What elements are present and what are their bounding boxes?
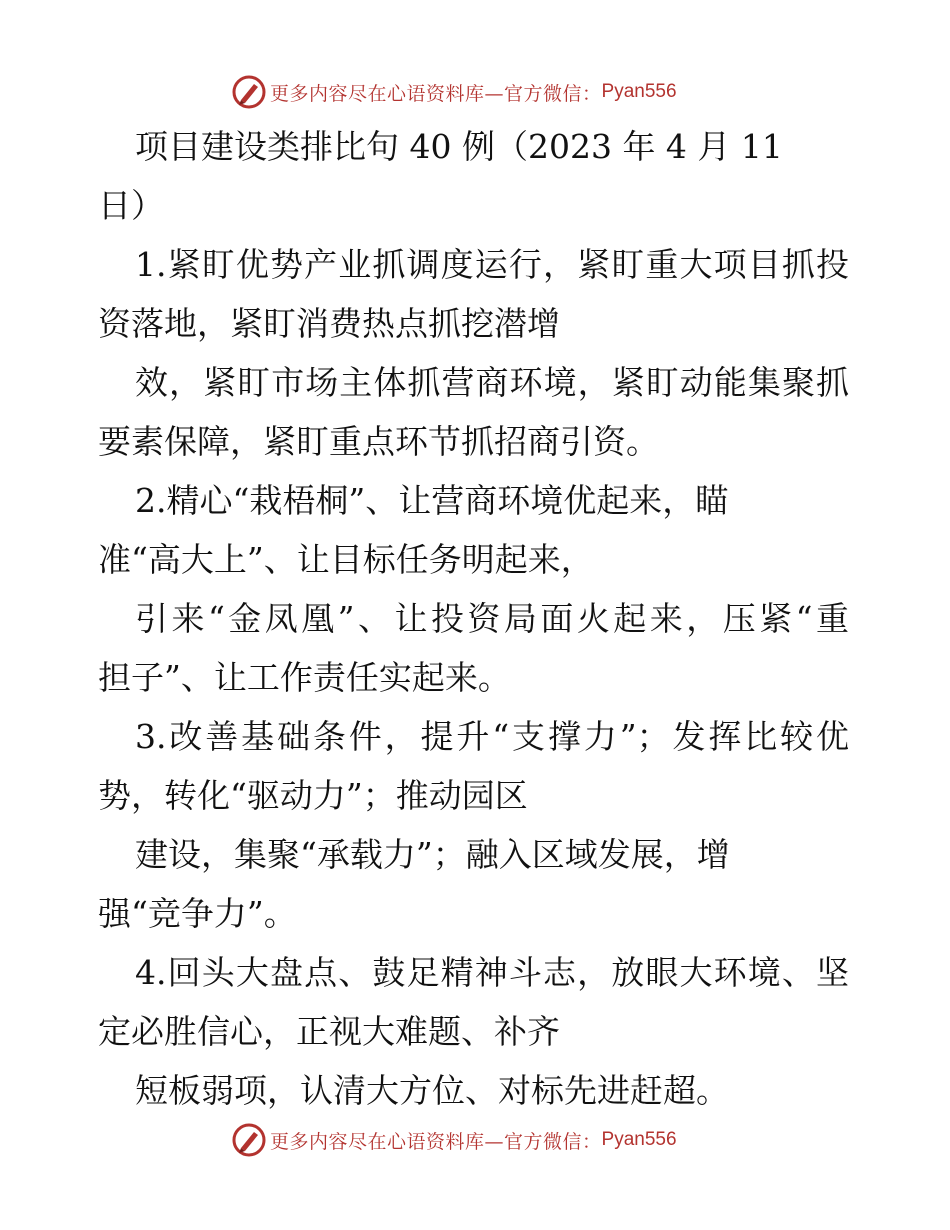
- pen-logo-icon: [232, 1123, 266, 1157]
- text-line: 3.改善基础条件，提升“支撑力”；发挥比较优: [135, 717, 849, 756]
- text-line: 2.精心“栽梧桐”、让营商环境优起来，瞄: [135, 481, 729, 520]
- text-line: 短板弱项，认清大方位、对标先进赶超。: [135, 1071, 729, 1110]
- text-line: 建设，集聚“承载力”；融入区域发展，增: [135, 835, 730, 874]
- text-line: 资落地，紧盯消费热点抓挖潜增: [98, 304, 560, 343]
- text-line: 担子”、让工作责任实起来。: [98, 658, 511, 697]
- pen-logo-icon: [232, 75, 266, 109]
- text-line: 要素保障，紧盯重点环节抓招商引资。: [98, 422, 659, 461]
- footer-watermark: [232, 1120, 677, 1160]
- watermark-text: 更多内容尽在心语资料库—官方微信：: [270, 1130, 602, 1153]
- text-line: 1.紧盯优势产业抓调度运行，紧盯重大项目抓投: [135, 245, 849, 284]
- title-line-1: 项目建设类排比句 40 例（2023 年 4 月 11: [135, 127, 783, 166]
- title-line-2: 日）: [98, 186, 164, 225]
- text-line: 定必胜信心，正视大难题、补齐: [98, 1012, 560, 1051]
- watermark-handle: Pyan556: [601, 1129, 677, 1150]
- text-line: 准“高大上”、让目标任务明起来，: [98, 540, 594, 579]
- text-line: 强“竞争力”。: [98, 894, 297, 933]
- text-line: 4.回头大盘点、鼓足精神斗志，放眼大环境、坚: [135, 953, 849, 992]
- watermark-text: 更多内容尽在心语资料库—官方微信：: [270, 82, 602, 105]
- text-line: 效，紧盯市场主体抓营商环境，紧盯动能集聚抓: [135, 363, 849, 402]
- text-line: 势，转化“驱动力”；推动园区: [98, 776, 528, 815]
- watermark-handle: Pyan556: [601, 81, 677, 102]
- header-watermark: [232, 72, 677, 112]
- text-line: 引来“金凤凰”、让投资局面火起来，压紧“重: [135, 599, 849, 638]
